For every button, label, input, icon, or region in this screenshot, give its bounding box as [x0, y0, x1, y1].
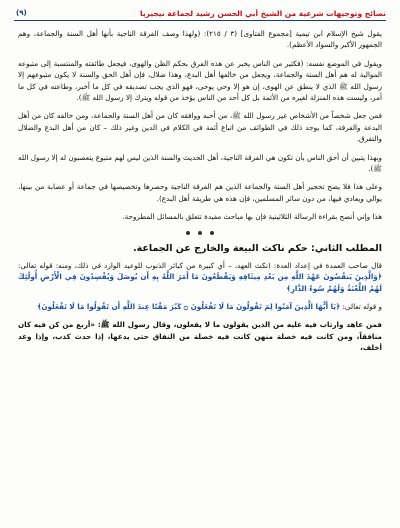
section-heading: المطلب الثاني: حكم ناكث البيعة والخارج عن الجماعة. [133, 242, 382, 254]
divider-dot [210, 231, 214, 235]
paragraph-text: قال صاحب العمدة في إعداد العدة: (نكث العهد، – أي كبيرة من كبائر الذنوب للوعيد الوارد في ذلك، ومنه: قوله تعالى: [18, 260, 382, 270]
quran-verse: ﴿يَا أَيُّهَا الَّذِينَ آمَنُوا لِمَ تَقُولُونَ مَا لَا تَفْعَلُونَ ۝ كَبُرَ مَقْتًا عِندَ اللَّهِ أَن تَقُولُوا مَا لَا تَفْعَلُونَ﴾ [37, 301, 341, 311]
paragraph: فمن جعل شخصاً من الأشخاص غير رسول الله ﷺ، من أحبه ووافقه كان من أهل السنة والجماعة، ومن خالفه كان من أهل البدعة والفرقة، كما يوجد ذلك في الطوائف من اتباع أئمة في الكلام في الدين وغير ذلك – كان من أهل البدع والضلال والتفرق. [18, 111, 382, 144]
paragraph-text: و قوله تعالى: [342, 301, 382, 311]
page-number: (٩) [16, 9, 27, 17]
divider-dot [186, 231, 190, 235]
paragraph: هذا وإني أنصح بقراءة الرسالة الثلاثينية فإن بها مباحث مفيدة تتعلق بالمسائل المطروحة. [122, 212, 382, 222]
paragraph: وعلى هذا فلا يصح تحجير أهل السنة والجماعة الذين هم الفرقة الناجية وحصرها وتخصيصها في جماعة أو عصابة من بينها، يوالي ويعادي فيها، من دون سائر المسلمين، فإن هذه هي طريقة أهل البدع). [18, 182, 382, 203]
paragraph: ويقول في الموضع نفسه: (فكثير من الناس يخبر عن هذه الفرق بحكم الظن والهوى، فيجعل طائفته والمنتسبة إلى متبوعه الموالية له هم أهل السنة والجماعة، ويجعل من خالفها أهل البدع، وهذا ضلال، فإن أهل الحق والسنة لا يكون متبوعهم إلا رسول الله ﷺ الذي لا ينطق عن الهوى، إن هو إلا وحي يوحى، فهو الذي يجب تصديقه في كل ما أخبر، وطاعته في كل ما أمر، وليست هذه المنزلة لغيره من الأئمة بل كل أحد من الناس يؤخذ من قوله ويترك إلا رسول الله ﷺ). [18, 58, 382, 103]
page-body [18, 28, 382, 520]
paragraph: فمن عاهد وارتاب فيه عليه من الذين يقولون ما لا يفعلون، وقال رسول الله ﷺ: «أربع من كن فيه كان منافقاً، ومن كانت فيه خصلة منهن كانت فيه خصلة من النفاق حتى يدعها، إذا حدث كذب، وإذا وعد أخلف، [18, 320, 382, 353]
section-divider [18, 231, 382, 235]
paragraph [18, 301, 382, 312]
divider-dot [198, 231, 202, 235]
paragraph [18, 260, 382, 294]
page-header [14, 6, 386, 21]
paragraph: وبهذا يتبين أن أحق الناس بأن تكون هي الفرقة الناجية، أهل الحديث والسنة الذين ليس لهم متبوع يتعصبون له إلا رسول الله ﷺ). [18, 152, 382, 174]
quran-verse: ﴿وَالَّذِينَ يَنقُضُونَ عَهْدَ اللَّهِ مِن بَعْدِ مِيثَاقِهِ وَيَقْطَعُونَ مَا أَمَرَ اللَّهُ بِهِ أَن يُوصَلَ وَيُفْسِدُونَ فِي الْأَرْضِ أُولَٰئِكَ لَهُمُ اللَّعْنَةُ وَلَهُمْ سُوءُ الدَّارِ﴾ [18, 272, 382, 293]
header-title: نصائح وتوجيهات شرعية من الشيخ أبي الحسن رشيد لجماعة نيجيريا [140, 8, 386, 18]
paragraph: يقول شيخ الإسلام ابن تيمية [مجموع الفتاوى] (٣ / ٢١٥): (ولهذا وصف الفرقة الناجية بأنها أهل السنة والجماعة، وهم الجمهور الأكبر والسواد الأعظم). [18, 29, 382, 50]
